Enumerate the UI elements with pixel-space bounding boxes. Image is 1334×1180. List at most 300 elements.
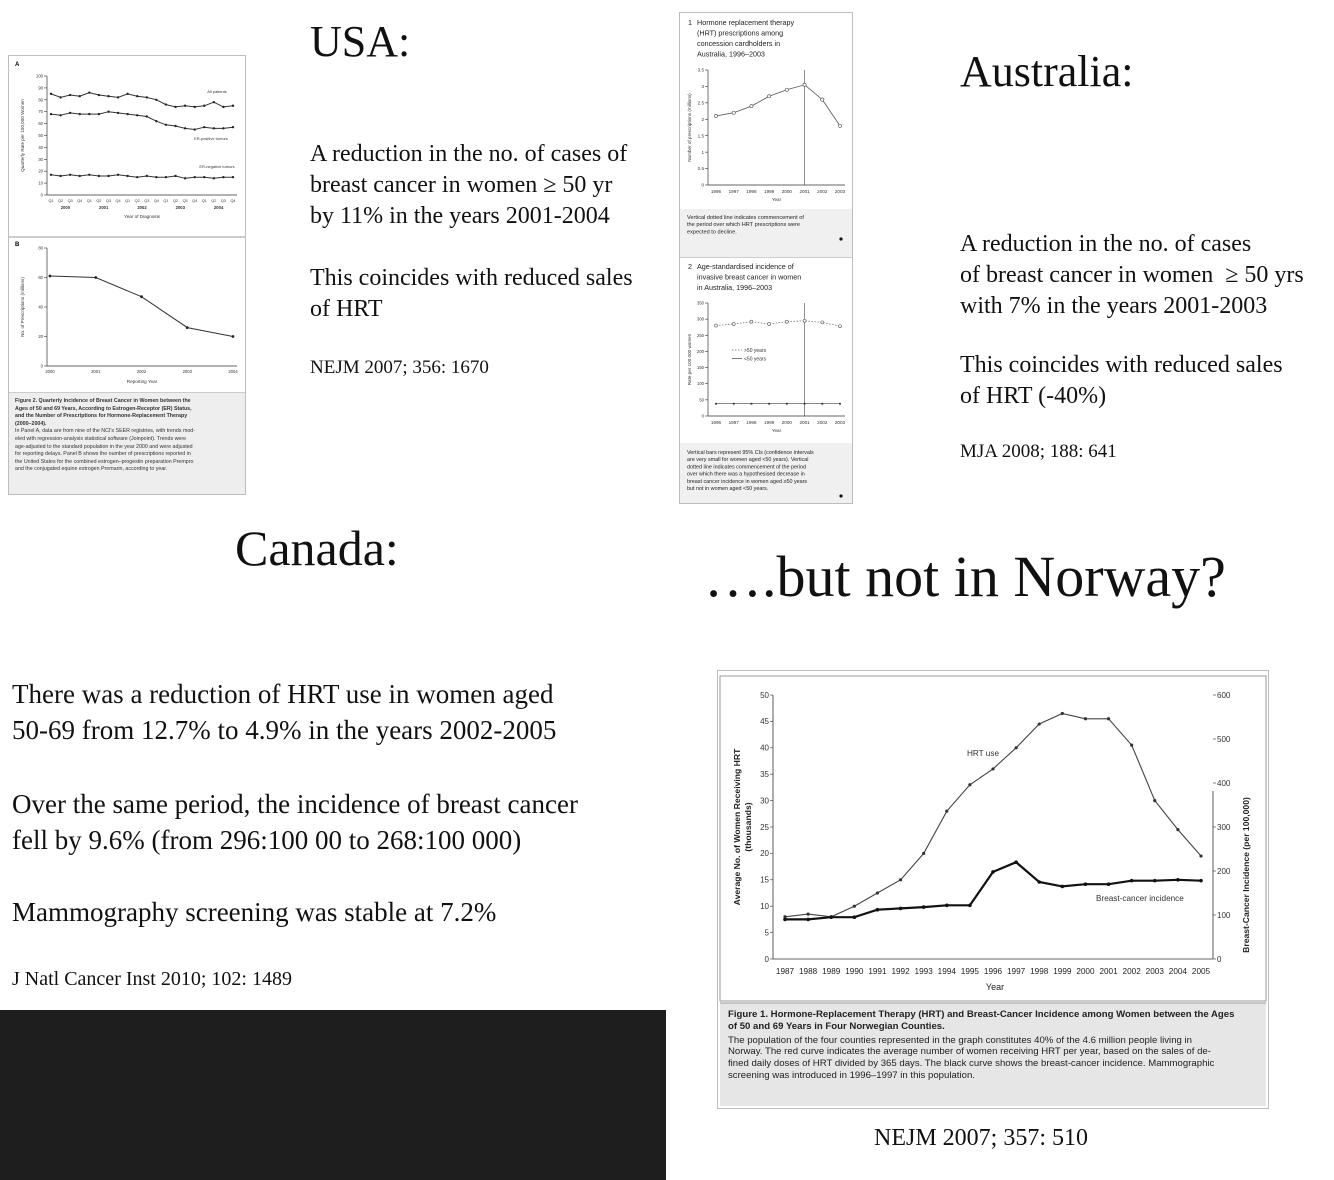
x-tick-label: 2005 <box>1191 967 1211 976</box>
x-tick-label: Q3 <box>105 199 112 203</box>
x-tick-label: 2002 <box>136 369 147 374</box>
data-point <box>1199 879 1203 883</box>
x-tick-label: Q2 <box>172 199 179 203</box>
data-point <box>79 95 81 97</box>
data-point <box>69 112 71 114</box>
x-tick-label: 2002 <box>1122 967 1141 976</box>
data-point <box>69 174 71 176</box>
text-line: There was a reduction of HRT use in women aged <box>12 679 554 709</box>
x-tick-label: Q4 <box>230 199 236 203</box>
data-point <box>184 127 186 129</box>
x-tick-label: 1987 <box>775 967 795 976</box>
x-tick-label: Q3 <box>182 199 188 203</box>
y-tick-label: 30 <box>38 156 43 162</box>
data-point <box>117 174 119 176</box>
data-point <box>732 111 735 114</box>
x-tick-label: 2000 <box>45 369 55 374</box>
data-point <box>803 319 806 322</box>
data-point <box>806 918 810 922</box>
data-point <box>785 320 788 323</box>
data-point <box>1153 799 1156 802</box>
y-tick-label: 70 <box>38 109 43 115</box>
y-tick-label: 35 <box>760 770 769 779</box>
norway-figure-caption <box>728 1009 1260 1082</box>
legend-label: >50 years <box>744 347 767 354</box>
usa-panel-b <box>15 242 238 384</box>
canada-paragraph-2 <box>12 786 578 858</box>
data-point <box>1084 717 1087 720</box>
x-tick-label: 1998 <box>1030 967 1049 976</box>
data-point <box>1176 878 1180 882</box>
data-point <box>1176 828 1179 831</box>
y-tick-label: 500 <box>1217 734 1231 744</box>
x-tick-label: 1998 <box>746 420 757 425</box>
x-tick-label: 1999 <box>764 189 775 194</box>
panel-label: B <box>15 242 20 248</box>
y-tick-label: 0 <box>701 182 704 188</box>
data-point <box>126 175 128 177</box>
data-point <box>232 335 235 338</box>
usa-heading: USA: <box>310 17 411 66</box>
data-point <box>203 176 205 178</box>
data-point <box>804 403 806 405</box>
data-point <box>155 176 157 178</box>
data-point <box>899 878 902 881</box>
data-point <box>786 403 788 405</box>
series-label: ER-positive tumors <box>194 136 228 141</box>
data-point <box>222 176 224 178</box>
y-tick-label: 40 <box>38 304 43 310</box>
data-point <box>899 907 903 911</box>
caption-line: of 50 and 69 Years in Four Norwegian Counties. <box>728 1020 945 1032</box>
data-point <box>839 325 842 328</box>
data-point <box>1130 879 1134 883</box>
data-point <box>155 120 157 122</box>
chart-title-line: Australia, 1996–2003 <box>697 49 765 59</box>
data-point <box>186 326 189 329</box>
usa-citation: NEJM 2007; 356: 1670 <box>310 357 489 378</box>
y-tick-label: 10 <box>760 902 769 911</box>
x-tick-label: Q4 <box>115 199 121 203</box>
caption-line: for reporting delays. Panel B shows the number of prescriptions reported in <box>15 451 191 458</box>
usa-figure-caption <box>15 398 243 474</box>
data-point <box>203 126 205 128</box>
data-point <box>232 176 234 178</box>
x-tick-label: 2002 <box>817 189 828 194</box>
data-point <box>853 905 856 908</box>
chart-title-line: Hormone replacement therapy <box>697 18 795 27</box>
x-tick-label: Q1 <box>163 199 169 203</box>
data-point <box>79 113 81 115</box>
chart-frame <box>720 676 1266 1001</box>
data-point <box>184 105 186 107</box>
x-tick-label: 1997 <box>728 420 739 425</box>
data-point <box>750 105 753 108</box>
y-axis-title: Rate per 100 000 women <box>687 333 692 386</box>
canada-heading: Canada: <box>235 520 399 576</box>
x-year-label: 2001 <box>99 205 109 210</box>
canada-paragraph-1 <box>12 676 556 748</box>
x-tick-label: 2001 <box>799 189 810 194</box>
x-tick-label: 2001 <box>799 420 810 425</box>
y-axis-title: Quarterly Rate per 100,000 Women <box>20 99 25 172</box>
data-point <box>1014 860 1018 864</box>
data-point <box>88 174 90 176</box>
data-point <box>751 403 753 405</box>
y-tick-label: 100 <box>36 73 43 79</box>
usa-figure <box>8 55 246 495</box>
data-point <box>140 295 143 298</box>
data-point <box>768 322 771 325</box>
y-tick-label: 60 <box>38 274 43 280</box>
y-tick-label: 50 <box>699 397 704 403</box>
caption-line: dotted line indicates commencement of the period <box>687 464 806 471</box>
y-tick-label: 40 <box>760 743 769 753</box>
australia-heading: Australia: <box>960 47 1134 96</box>
data-point <box>991 870 995 874</box>
y-tick-label: 350 <box>697 300 704 306</box>
y-tick-label: 0 <box>40 192 43 198</box>
data-point <box>922 852 925 855</box>
x-tick-label: 1996 <box>710 189 722 194</box>
y-tick-label: 50 <box>38 132 43 138</box>
chart-title-line: invasive breast cancer in women <box>697 272 802 282</box>
data-point <box>193 128 195 130</box>
y-tick-label: 0.5 <box>697 166 704 172</box>
caption-line: fined daily doses of HRT divided by 365 days. The black curve shows the breast-cancer incidence. Mammographic <box>728 1058 1215 1070</box>
australia-citation: MJA 2008; 188: 641 <box>960 441 1117 462</box>
y-tick-label: 50 <box>760 690 769 700</box>
data-point <box>715 324 718 327</box>
x-tick-label: 1988 <box>799 967 818 976</box>
x-year-label: 2000 <box>60 205 71 210</box>
x-axis-title: Reporting Year <box>126 379 158 384</box>
data-point <box>146 115 148 117</box>
norway-heading: ….but not in Norway? <box>704 544 1226 609</box>
y-tick-label: 20 <box>38 333 43 339</box>
x-tick-label: Q2 <box>134 199 140 203</box>
x-tick-label: Q3 <box>220 199 226 203</box>
text-line: A reduction in the no. of cases <box>960 231 1252 257</box>
data-point <box>59 175 61 177</box>
y-tick-label: 600 <box>1217 690 1231 700</box>
y-tick-label: 30 <box>760 796 769 806</box>
australia-figure <box>679 12 853 504</box>
data-point <box>155 99 157 101</box>
data-point <box>222 127 224 129</box>
data-point <box>829 915 833 919</box>
data-point <box>94 276 97 279</box>
text-line: by 11% in the years 2001-2004 <box>310 203 610 229</box>
y-tick-label: 90 <box>38 85 43 91</box>
x-tick-label: Q3 <box>144 199 150 203</box>
y-axis-title-left-units: (thousands) <box>743 802 753 852</box>
panel-label: A <box>15 62 20 68</box>
data-point <box>203 105 205 107</box>
series-label: Breast-cancer incidence <box>1096 894 1184 903</box>
y-tick-label: 0 <box>764 954 769 964</box>
usa-paragraph-1 <box>310 139 627 232</box>
x-axis-title: Year <box>771 197 782 202</box>
data-point <box>821 321 824 324</box>
data-point <box>785 88 788 91</box>
x-tick-label: Q4 <box>192 199 198 203</box>
y-tick-label: 1 <box>701 149 704 155</box>
y-tick-label: 45 <box>760 717 769 727</box>
series-label: All patients <box>207 89 227 94</box>
y-tick-label: 2.5 <box>697 100 704 106</box>
caption-line: and the conjugated equine estrogen Premarin, according to year. <box>15 466 168 473</box>
x-tick-label: 1996 <box>983 967 1003 976</box>
caption-line: eled with regression-analysis statistical software (Joinpoint). Trends were <box>15 435 187 442</box>
x-tick-label: 2004 <box>1168 967 1187 976</box>
x-axis-title: Year <box>985 982 1005 992</box>
data-point <box>968 783 971 786</box>
data-point <box>98 113 100 115</box>
x-tick-label: Q4 <box>77 199 83 203</box>
data-point <box>1061 712 1064 715</box>
data-point <box>107 111 109 113</box>
data-point <box>232 126 234 128</box>
x-tick-label: 2001 <box>91 369 101 374</box>
caption-line: Ages of 50 and 69 Years, According to Estrogen-Receptor (ER) Status, <box>15 405 192 412</box>
y-tick-label: 80 <box>38 245 43 251</box>
caption-line: expected to decline. <box>687 229 737 236</box>
x-tick-label: Q1 <box>125 199 131 203</box>
data-point <box>146 175 148 177</box>
x-tick-label: Q4 <box>153 199 159 203</box>
x-tick-label: Q2 <box>96 199 102 203</box>
series-line <box>50 276 233 337</box>
y-tick-label: 100 <box>1217 910 1231 920</box>
series-line <box>51 93 233 107</box>
y-tick-label: 3 <box>701 84 704 90</box>
x-tick-label: 2001 <box>1099 967 1118 976</box>
data-point <box>59 96 61 98</box>
chart-number: 1 <box>688 18 692 27</box>
x-tick-label: 1996 <box>710 420 722 425</box>
x-tick-label: 2002 <box>817 420 828 425</box>
data-point <box>1084 882 1088 886</box>
y-axis-title-left: Average No. of Women Receiving HRT <box>732 748 742 906</box>
data-point <box>714 114 717 117</box>
data-point <box>174 125 176 127</box>
x-tick-label: 2003 <box>1145 967 1164 976</box>
data-point <box>807 913 810 916</box>
y-tick-label: 200 <box>697 348 704 354</box>
usa-panel-a <box>15 62 237 219</box>
data-point <box>50 113 52 115</box>
data-point <box>838 124 841 127</box>
x-tick-label: 2004 <box>228 369 238 374</box>
chart-title-line: (HRT) prescriptions among <box>697 28 784 38</box>
x-axis-title: Year of Diagnosis <box>124 214 160 219</box>
y-tick-label: 400 <box>1217 778 1231 788</box>
text-line: breast cancer in women ≥ 50 yr <box>310 172 613 198</box>
y-axis-title-right: Breast-Cancer Incidence (per 100,000) <box>1241 797 1251 953</box>
data-point <box>49 275 52 278</box>
y-tick-label: 2 <box>701 116 704 122</box>
data-point <box>876 908 880 912</box>
data-point <box>715 403 717 405</box>
caption-line: are very small for women aged <50 years). Vertical <box>687 457 809 464</box>
data-point <box>1038 722 1041 725</box>
data-point <box>193 176 195 178</box>
data-point <box>991 767 994 770</box>
data-point <box>821 403 823 405</box>
caption-line: Vertical dotted line indicates commencement of <box>687 215 804 221</box>
australia-paragraph-2 <box>960 350 1283 412</box>
x-axis-title: Year <box>771 428 782 433</box>
caption-line: Figure 2. Quarterly Incidence of Breast Cancer in Women between the <box>15 398 191 404</box>
data-point <box>107 95 109 97</box>
x-year-label: 2002 <box>137 205 147 210</box>
data-point <box>98 94 100 96</box>
chart-title-line: in Australia, 1996–2003 <box>697 283 773 292</box>
x-tick-label: 2003 <box>182 369 192 374</box>
data-point <box>213 127 215 129</box>
x-tick-label: Q1 <box>201 199 207 203</box>
x-tick-label: 1989 <box>822 967 841 976</box>
x-tick-label: Q1 <box>86 199 92 203</box>
data-point <box>136 176 138 178</box>
data-point <box>1015 746 1018 749</box>
data-point <box>876 891 879 894</box>
data-point <box>803 83 806 86</box>
y-axis-title: No. of Prescriptions (millions) <box>20 277 25 337</box>
y-tick-label: 40 <box>38 144 43 150</box>
canada-paragraph-3: Mammography screening was stable at 7.2% <box>12 897 497 927</box>
y-tick-label: 80 <box>38 97 43 103</box>
y-tick-label: 0 <box>40 363 43 369</box>
caption-line: screening was introduced in 1996–1997 in this population. <box>728 1069 975 1081</box>
x-tick-label: 2003 <box>834 420 846 425</box>
data-point <box>50 174 52 176</box>
australia-paragraph-1 <box>960 229 1304 322</box>
data-point <box>117 112 119 114</box>
y-tick-label: 15 <box>760 875 769 885</box>
data-point <box>750 320 753 323</box>
y-tick-label: 250 <box>697 332 704 338</box>
chart-title-line: Age-standardised incidence of <box>697 262 794 271</box>
data-point <box>1061 885 1065 889</box>
text-line: with 7% in the years 2001-2003 <box>960 293 1268 319</box>
caption-line: the United States for the combined estrogen–progestin preparation Prempro <box>15 458 194 465</box>
norway-figure <box>717 670 1269 1109</box>
text-line: A reduction in the no. of cases of <box>310 141 628 167</box>
y-tick-label: 0 <box>1217 954 1222 964</box>
data-point <box>1107 717 1110 720</box>
text-line: This coincides with reduced sales <box>960 352 1283 378</box>
series-label: HRT use <box>967 749 1000 758</box>
data-point <box>165 103 167 105</box>
x-tick-label: 1995 <box>960 967 979 976</box>
y-tick-label: 20 <box>38 168 43 174</box>
data-point <box>184 177 186 179</box>
x-tick-label: 1998 <box>746 189 757 194</box>
data-point <box>69 94 71 96</box>
data-point <box>59 114 61 116</box>
data-point <box>839 403 841 405</box>
data-point <box>733 403 735 405</box>
series-line <box>716 85 840 126</box>
x-tick-label: 2000 <box>781 189 792 194</box>
x-tick-label: Q2 <box>211 199 217 203</box>
x-tick-label: 1993 <box>914 967 933 976</box>
data-point <box>922 905 926 909</box>
caption-line: Figure 1. Hormone-Replacement Therapy (HRT) and Breast-Cancer Incidence among Women between the Ages <box>728 1009 1235 1020</box>
x-tick-label: 2000 <box>781 420 792 425</box>
y-tick-label: 20 <box>760 849 769 859</box>
data-point <box>117 96 119 98</box>
norway-chart <box>720 676 1266 1001</box>
series-line <box>51 112 233 130</box>
caption-line: age-adjusted to the standard population in the year 2000 and were adjusted <box>15 443 193 450</box>
x-tick-label: 1999 <box>764 420 775 425</box>
data-point <box>1107 882 1111 886</box>
data-point <box>968 904 972 908</box>
x-tick-label: 1994 <box>937 967 956 976</box>
text-line: of HRT <box>310 296 383 322</box>
data-point <box>174 175 176 177</box>
caption-line: Vertical bars represent 95% CIs (confidence intervals <box>687 450 814 456</box>
data-point <box>768 403 770 405</box>
text-line: Over the same period, the incidence of breast cancer <box>12 789 578 819</box>
caption-line: and the Number of Prescriptions for Hormone-Replacement Therapy <box>15 413 188 420</box>
x-tick-label: Q1 <box>48 199 54 203</box>
data-point <box>136 114 138 116</box>
data-point <box>88 113 90 115</box>
y-tick-label: 0 <box>701 413 704 419</box>
data-point <box>107 175 109 177</box>
x-tick-label: Q2 <box>58 199 64 203</box>
x-tick-label: 2000 <box>1076 967 1095 976</box>
y-tick-label: 25 <box>760 822 769 832</box>
australia-figure-graphic <box>680 13 852 503</box>
text-line: of HRT (-40%) <box>960 383 1107 409</box>
data-point <box>174 106 176 108</box>
x-tick-label: 1991 <box>868 967 887 976</box>
data-point <box>945 904 949 908</box>
data-point <box>88 91 90 93</box>
data-point <box>165 176 167 178</box>
data-point <box>126 93 128 95</box>
y-tick-label: 10 <box>38 180 43 186</box>
data-point <box>1153 879 1157 883</box>
y-tick-label: 1.5 <box>697 133 704 139</box>
series-label: ER-negative tumors <box>199 164 235 169</box>
y-tick-label: 60 <box>38 121 43 127</box>
australia-hrt-chart <box>687 18 846 235</box>
x-year-label: 2004 <box>213 205 224 210</box>
x-tick-label: 1997 <box>728 189 739 194</box>
x-tick-label: Q3 <box>67 199 73 203</box>
y-tick-label: 5 <box>764 928 769 938</box>
data-point <box>146 96 148 98</box>
data-point <box>1130 744 1133 747</box>
caption-line: The population of the four counties represented in the graph constitutes 40% of the 4.6 million people living in <box>728 1034 1192 1046</box>
data-point <box>783 918 787 922</box>
canada-citation: J Natl Cancer Inst 2010; 102: 1489 <box>12 968 292 990</box>
caption-line: (2000–2004). <box>15 420 47 427</box>
x-tick-label: 1999 <box>1053 967 1072 976</box>
caption-line: breast cancer incidence in women aged ≥50 years <box>687 478 808 485</box>
data-point <box>853 915 857 919</box>
usa-paragraph-2 <box>310 263 633 325</box>
x-tick-label: 1997 <box>1007 967 1026 976</box>
data-point <box>193 106 195 108</box>
data-point <box>165 124 167 126</box>
